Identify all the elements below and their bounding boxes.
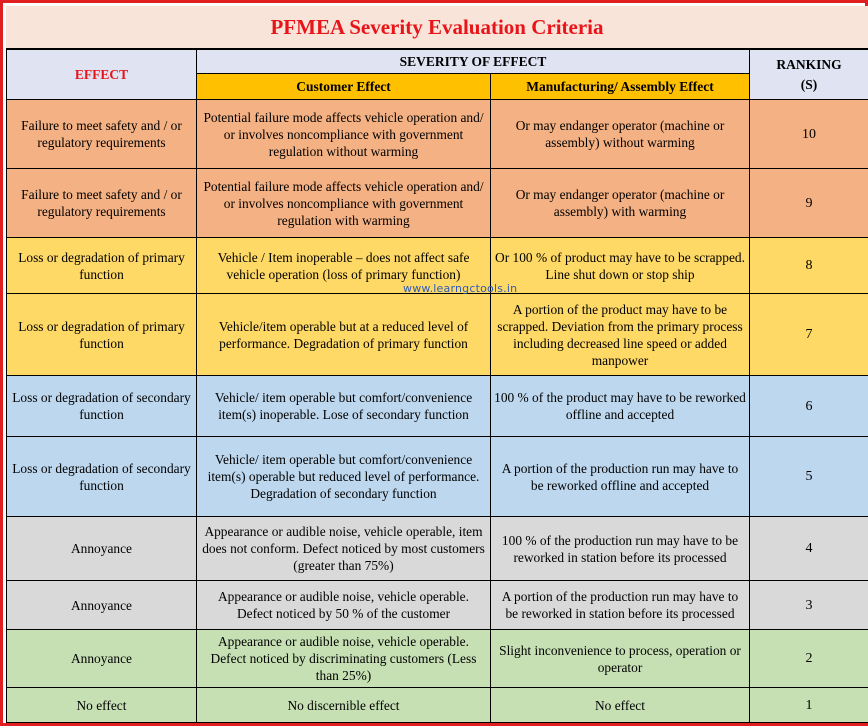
ranking-cell: 4: [750, 517, 868, 581]
watermark-text: www.learngctools.in: [403, 282, 518, 295]
effect-cell: Annoyance: [7, 517, 197, 581]
customer-effect-cell: Potential failure mode affects vehicle operation and/ or involves noncompliance with government regulation without warming: [197, 100, 491, 169]
customer-effect-cell: Appearance or audible noise, vehicle operable, item does not conform. Defect noticed by most customers (greater than 75%): [197, 517, 491, 581]
manufacturing-effect-cell: 100 % of the production run may have to be reworked in station before its processed: [491, 517, 750, 581]
customer-effect-cell: Vehicle/ item operable but comfort/convenience item(s) inoperable. Lose of secondary function: [197, 376, 491, 437]
customer-effect-cell: Vehicle/ item operable but comfort/convenience item(s) operable but reduced level of performance. Degradation of secondary function: [197, 437, 491, 517]
table-row: [7, 100, 868, 169]
manufacturing-effect-cell: A portion of the production run may have to be reworked in station before its processed: [491, 581, 750, 630]
manufacturing-effect-cell: 100 % of the product may have to be reworked offline and accepted: [491, 376, 750, 437]
page-title: PFMEA Severity Evaluation Criteria: [6, 6, 868, 49]
customer-effect-cell: No discernible effect: [197, 688, 491, 723]
manufacturing-effect-cell: A portion of the production run may have to be reworked offline and accepted: [491, 437, 750, 517]
table-row: [7, 437, 868, 517]
table-row: [7, 294, 868, 376]
effect-cell: Annoyance: [7, 581, 197, 630]
customer-effect-cell: Vehicle / Item inoperable – does not affect safe vehicle operation (loss of primary function): [197, 238, 491, 294]
manufacturing-effect-cell: No effect: [491, 688, 750, 723]
manufacturing-effect-cell: Slight inconvenience to process, operation or operator: [491, 630, 750, 688]
ranking-cell: 10: [750, 100, 868, 169]
header-effect: EFFECT: [7, 50, 197, 100]
effect-cell: Failure to meet safety and / or regulatory requirements: [7, 100, 197, 169]
customer-effect-cell: Appearance or audible noise, vehicle operable. Defect noticed by 50 % of the customer: [197, 581, 491, 630]
effect-cell: Loss or degradation of secondary function: [7, 437, 197, 517]
effect-cell: Loss or degradation of secondary function: [7, 376, 197, 437]
effect-cell: No effect: [7, 688, 197, 723]
header-manufacturing-effect: Manufacturing/ Assembly Effect: [491, 74, 750, 100]
severity-table: [6, 49, 868, 723]
effect-cell: Loss or degradation of primary function: [7, 294, 197, 376]
customer-effect-cell: Potential failure mode affects vehicle operation and/ or involves noncompliance with government regulation with warming: [197, 169, 491, 238]
header-ranking-label: RANKING: [776, 56, 842, 72]
table-row: [7, 517, 868, 581]
effect-cell: Loss or degradation of primary function: [7, 238, 197, 294]
ranking-cell: 9: [750, 169, 868, 238]
ranking-cell: 5: [750, 437, 868, 517]
manufacturing-effect-cell: Or 100 % of product may have to be scrapped. Line shut down or stop ship: [491, 238, 750, 294]
customer-effect-cell: Vehicle/item operable but at a reduced level of performance. Degradation of primary function: [197, 294, 491, 376]
ranking-cell: 8: [750, 238, 868, 294]
table-row: [7, 581, 868, 630]
table-row: [7, 169, 868, 238]
ranking-cell: 7: [750, 294, 868, 376]
manufacturing-effect-cell: Or may endanger operator (machine or assembly) without warming: [491, 100, 750, 169]
ranking-cell: 6: [750, 376, 868, 437]
table-row: [7, 630, 868, 688]
ranking-cell: 3: [750, 581, 868, 630]
manufacturing-effect-cell: A portion of the product may have to be scrapped. Deviation from the primary process including decreased line speed or added manpower: [491, 294, 750, 376]
effect-cell: Failure to meet safety and / or regulatory requirements: [7, 169, 197, 238]
header-severity-of-effect: SEVERITY OF EFFECT: [197, 50, 750, 74]
header-ranking-symbol: (S): [800, 76, 818, 92]
customer-effect-cell: Appearance or audible noise, vehicle operable. Defect noticed by discriminating customers (Less than 25%): [197, 630, 491, 688]
table-row: [7, 688, 868, 723]
header-ranking: [750, 50, 868, 100]
table-row: [7, 376, 868, 437]
ranking-cell: 1: [750, 688, 868, 723]
ranking-cell: 2: [750, 630, 868, 688]
header-customer-effect: Customer Effect: [197, 74, 491, 100]
manufacturing-effect-cell: Or may endanger operator (machine or assembly) with warming: [491, 169, 750, 238]
effect-cell: Annoyance: [7, 630, 197, 688]
